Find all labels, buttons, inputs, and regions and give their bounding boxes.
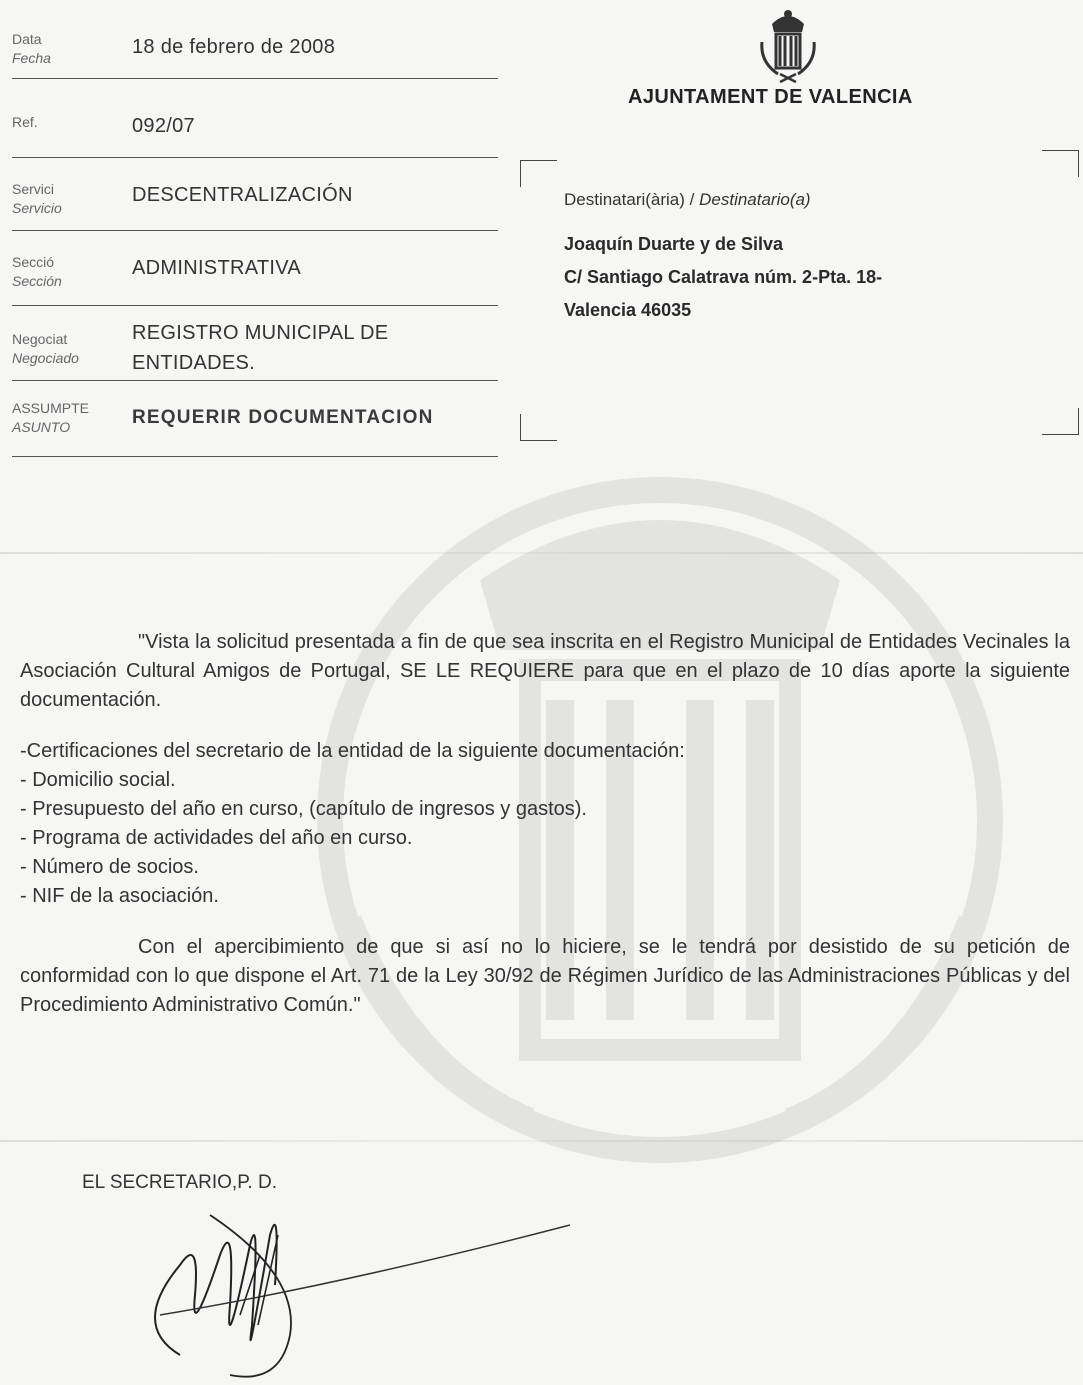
list-item: - Domicilio social.	[20, 769, 176, 791]
meta-label-service: Servici Servicio	[12, 181, 62, 216]
paper-fold-line	[0, 552, 1083, 554]
meta-row-section	[12, 231, 498, 306]
list-item: - NIF de la asociación.	[20, 885, 219, 907]
meta-label-ref: Ref.	[12, 114, 38, 130]
document-metadata	[12, 22, 498, 457]
meta-value-subject: REQUERIR DOCUMENTACION	[132, 407, 434, 428]
list-intro: -Certificaciones del secretario de la entidad de la siguiente documentación:	[20, 740, 685, 762]
meta-label-subject: ASSUMPTE ASUNTO	[12, 400, 90, 435]
valencia-crest-icon	[752, 4, 824, 84]
signer-title: EL SECRETARIO,P. D.	[82, 1172, 277, 1193]
meta-value-section: ADMINISTRATIVA	[132, 257, 302, 279]
list-item: - Programa de actividades del año en curso.	[20, 827, 413, 849]
address-window-corner	[520, 414, 557, 441]
handwritten-signature-icon	[140, 1195, 580, 1385]
meta-label-department: Negociat Negociado	[12, 331, 79, 366]
address-window-corner	[520, 160, 557, 187]
list-item: - Número de socios.	[20, 856, 199, 878]
paper-fold-line	[0, 1140, 1083, 1142]
letter-body	[20, 628, 1070, 1020]
closing-paragraph: Con el apercibimiento de que si así no lo hiciere, se le tendrá por desistido de su petición de conformidad con lo que dispone el Art. 71 de la Ley 30/92 de Régimen Jurídico de las Administraciones Públicas y del Procedimiento Administrativo Común."	[20, 936, 1070, 1016]
address-window-corner	[1042, 150, 1079, 177]
required-documents-list	[20, 737, 1070, 911]
meta-label-section: Secció Sección	[12, 254, 62, 289]
meta-value-date: 18 de febrero de 2008	[132, 36, 336, 58]
recipient-name: Joaquín Duarte y de Silva	[564, 234, 784, 254]
meta-row-service	[12, 158, 498, 231]
body-paragraph: "Vista la solicitud presentada a fin de que sea inscrita en el Registro Municipal de Entidades Vecinales la Asociación Cultural Amigos de Portugal, SE LE REQUIERE para que en el plazo de 10 días aporte la siguiente documentación.	[20, 631, 1070, 711]
meta-value-service: DESCENTRALIZACIÓN	[132, 184, 353, 206]
meta-value-department: REGISTRO MUNICIPAL DE ENTIDADES.	[132, 322, 389, 374]
list-item: - Presupuesto del año en curso, (capítulo de ingresos y gastos).	[20, 798, 587, 820]
recipient-city: Valencia 46035	[564, 300, 692, 320]
meta-row-ref	[12, 79, 498, 158]
address-window-corner	[1042, 408, 1079, 435]
meta-value-ref: 092/07	[132, 115, 195, 137]
recipient-street: C/ Santiago Calatrava núm. 2-Pta. 18-	[564, 267, 883, 287]
meta-label-date: Data Fecha	[12, 31, 51, 66]
meta-row-department	[12, 306, 498, 381]
recipient-block	[564, 190, 882, 327]
meta-row-date	[12, 22, 498, 79]
meta-row-subject	[12, 381, 498, 457]
organization-name: AJUNTAMENT DE VALENCIA	[628, 86, 913, 108]
recipient-label: Destinatari(ària) / Destinatario(a)	[564, 190, 811, 209]
